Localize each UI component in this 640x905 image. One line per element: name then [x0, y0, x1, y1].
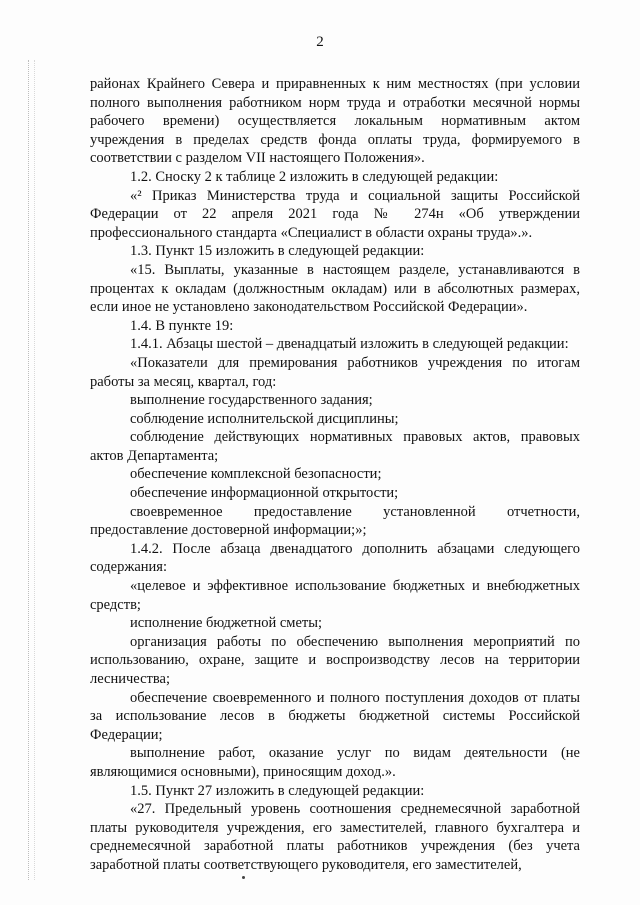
paragraph: исполнение бюджетной сметы;	[130, 615, 323, 632]
paragraph: «27. Предельный уровень соотношения среднемесячной заработной платы руководителя учреждения, его заместителей, главного бухгалтера и среднемесячной заработной платы работников учреждения (без учета заработной платы соответствующего руководителя, его заместителей,	[90, 801, 580, 873]
paragraph: «² Приказ Министерства труда и социальной защиты Российской Федерации от 22 апреля 2021 года № 274н «Об утверждении профессионального стандарта «Специалист в области охраны труда».».	[90, 187, 580, 241]
paragraph: районах Крайнего Севера и приравненных к ним местностях (при условии полного выполнения работником норм труда и отработки месячной нормы рабочего времени) осуществляется локальным нормативным актом учреждения в пределах средств фонда оплаты труда, формируемого в соответствии с разделом VII настоящего Положения».	[90, 76, 580, 167]
paragraph: «целевое и эффективное использование бюджетных и внебюджетных средств;	[90, 578, 580, 613]
paragraph: 1.3. Пункт 15 изложить в следующей редакции:	[130, 243, 425, 260]
page-number: 2	[316, 34, 324, 50]
document-body	[90, 75, 580, 875]
scan-speck	[242, 876, 245, 879]
paragraph: обеспечение комплексной безопасности;	[130, 466, 382, 483]
paragraph: 1.5. Пункт 27 изложить в следующей редакции:	[130, 782, 425, 799]
paragraph: 1.4. В пункте 19:	[130, 317, 234, 334]
paragraph: 1.4.2. После абзаца двенадцатого дополнить абзацами следующего содержания:	[90, 540, 580, 576]
paragraph: «15. Выплаты, указанные в настоящем разделе, устанавливаются в процентах к окладам (должностным окладам) или в абсолютных размерах, если иное не установлено законодательством Российской Федерации».	[90, 261, 580, 316]
paragraph: выполнение государственного задания;	[130, 392, 373, 409]
paragraph: соблюдение исполнительской дисциплины;	[130, 410, 399, 427]
paragraph: соблюдение действующих нормативных правовых актов, правовых актов Департамента;	[90, 429, 580, 464]
paragraph: выполнение работ, оказание услуг по видам деятельности (не являющимися основными), приносящим доход.».	[90, 745, 580, 780]
scan-edge-marks	[28, 60, 31, 880]
scan-edge-marks-secondary	[34, 60, 37, 880]
paragraph: своевременное предоставление установленной отчетности, предоставление достоверной информации;»;	[90, 503, 580, 539]
paragraph: обеспечение информационной открытости;	[130, 485, 399, 502]
paragraph: «Показатели для премирования работников учреждения по итогам работы за месяц, квартал, год:	[90, 354, 580, 390]
paragraph: 1.4.1. Абзацы шестой – двенадцатый изложить в следующей редакции:	[130, 336, 569, 353]
paragraph: организация работы по обеспечению выполнения мероприятий по использованию, охране, защите и воспроизводству лесов на территории лесничества;	[90, 633, 580, 687]
paragraph: 1.2. Сноску 2 к таблице 2 изложить в следующей редакции:	[130, 168, 499, 185]
paragraph: обеспечение своевременного и полного поступления доходов от платы за использование лесов в бюджеты бюджетной системы Российской Федерации;	[90, 689, 580, 743]
